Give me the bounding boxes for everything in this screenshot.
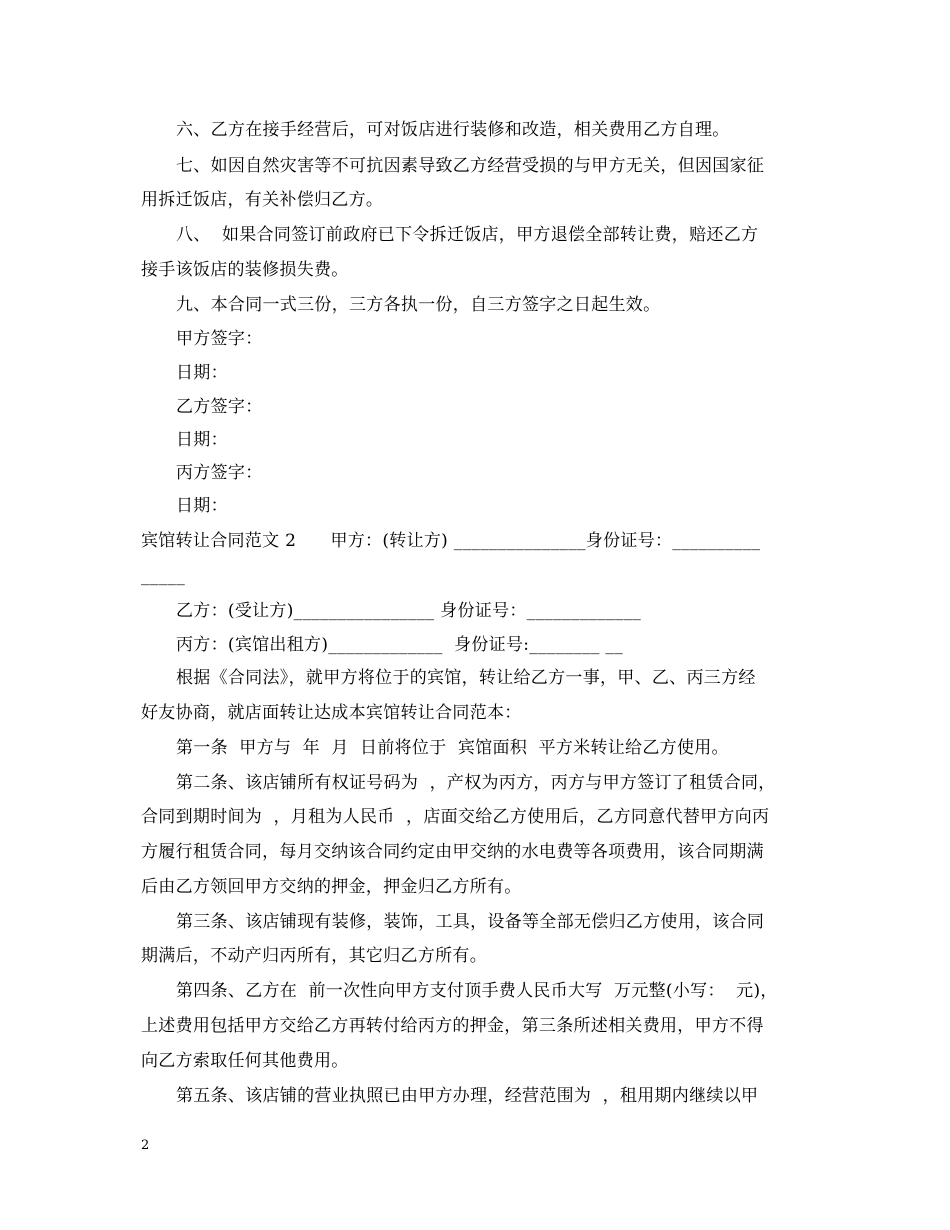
party-c-date: 日期： (176, 496, 228, 516)
clause-9: 九、本合同一式三份，三方各执一份，自三方签字之日起生效。 (176, 295, 661, 315)
party-c-signature: 丙方签字： (176, 463, 263, 483)
clause-8-line-2: 接手该饭店的装修损失费。 (141, 260, 349, 280)
article-2-line-2: 合同到期时间为 ，月租为人民币 ，店面交给乙方使用后，乙方同意代替甲方向丙 (141, 807, 770, 827)
article-1: 第一条 甲方与 年 月 日前将位于 宾馆面积 平方米转让给乙方使用。 (176, 738, 729, 758)
sample-2-title-line: 宾馆转让合同范文 2 甲方：(转让方) _______________身份证号：__________ (141, 531, 761, 551)
preamble-line-2: 好友协商，就店面转让达成本宾馆转让合同范本： (141, 703, 522, 723)
clause-6: 六、乙方在接手经营后，可对饭店进行装修和改造，相关费用乙方自理。 (176, 120, 730, 140)
article-3-line-1: 第三条、该店铺现有装修，装饰，工具，设备等全部无偿归乙方使用，该合同 (176, 912, 765, 932)
clause-8-line-1: 八、 如果合同签订前政府已下令拆迁饭店，甲方退偿全部转让费，赔还乙方 (176, 225, 759, 245)
party-b-signature: 乙方签字： (176, 397, 263, 417)
page-number: 2 (141, 1138, 150, 1153)
article-4-line-2: 上述费用包括甲方交给乙方再转付给丙方的押金，第三条所述相关费用，甲方不得 (141, 1016, 764, 1036)
party-c-line: 丙方：(宾馆出租方)_____________ 身份证号:________ __ (176, 635, 624, 655)
party-b-date: 日期： (176, 430, 228, 450)
sample-2-title-continuation: _____ (141, 566, 185, 586)
article-2-line-1: 第二条、该店铺所有权证号码为 ，产权为丙方，丙方与甲方签订了租赁合同， (176, 773, 776, 793)
article-5-line-1: 第五条、该店铺的营业执照已由甲方办理，经营范围为 ，租用期内继续以甲 (176, 1086, 759, 1106)
party-a-date: 日期： (176, 363, 228, 383)
article-2-line-3: 方履行租赁合同，每月交纳该合同约定由甲交纳的水电费等各项费用，该合同期满 (141, 842, 764, 862)
party-a-signature: 甲方签字： (176, 329, 263, 349)
article-2-line-4: 后由乙方领回甲方交纳的押金，押金归乙方所有。 (141, 877, 522, 897)
article-4-line-3: 向乙方索取任何其他费用。 (141, 1051, 349, 1071)
party-b-line: 乙方：(受让方)________________ 身份证号：_____________ (176, 601, 642, 621)
preamble-line-1: 根据《合同法》，就甲方将位于的宾馆，转让给乙方一事，甲、乙、丙三方经 (176, 668, 756, 688)
article-4-line-1: 第四条、乙方在 前一次性向甲方支付顶手费人民币大写 万元整(小写： 元)， (176, 981, 778, 1001)
clause-7-line-2: 用拆迁饭店，有关补偿归乙方。 (141, 190, 384, 210)
clause-7-line-1: 七、如因自然灾害等不可抗因素导致乙方经营受损的与甲方无关，但因国家征 (176, 156, 765, 176)
article-3-line-2: 期满后，不动产归丙所有，其它归乙方所有。 (141, 946, 487, 966)
